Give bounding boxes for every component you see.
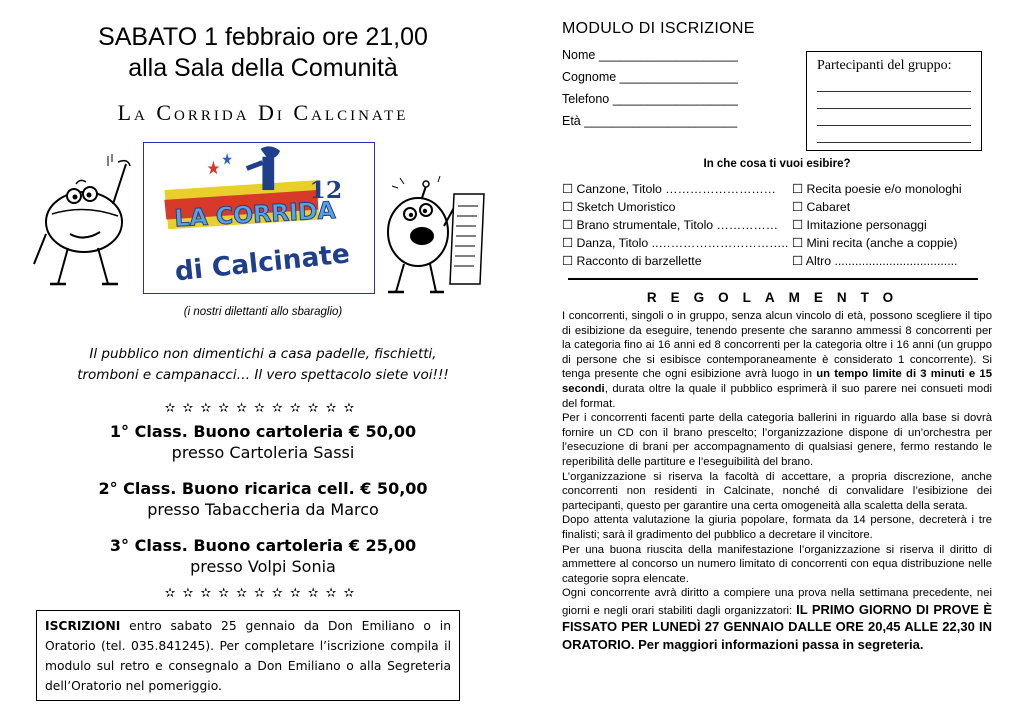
- slogan-line-2: tromboni e campanacci… Il vero spettacolo siete voi!!!: [77, 367, 449, 383]
- rules-rehearsal-date: IL PRIMO GIORNO DI PROVE È FISSATO PER LUNEDÌ 27 GENNAIO DALLE ORE 20,45 ALLE 22,30 IN ORATORIO.: [562, 601, 992, 653]
- logo-edition-number: 12: [309, 175, 343, 204]
- prize-second-title: 2° Class. Buono ricarica cell. € 50,00: [98, 479, 428, 498]
- form-title: MODULO DI ISCRIZIONE: [562, 20, 755, 37]
- prize-first-title: 1° Class. Buono cartoleria € 50,00: [109, 422, 417, 441]
- rules-p1-start: I concorrenti, singoli o in gruppo, senza alcun vincolo di età, possono scegliere il tipo di esibizione da eseguire, tenendo presente che saranno ammessi 8 concorrenti per la categoria fino ai 16 anni ed 8 concorrenti per la categoria oltre i 16 anni (un gruppo di persone che si esibisce contemporaneamente è considerato 1 concorrente). Si tenga presente che ogni esibizione avrà luogo in: [562, 310, 992, 381]
- group-line: [817, 109, 971, 126]
- prize-second-place: presso Tabaccheria da Marco: [147, 500, 379, 519]
- prize-first: [28, 422, 498, 463]
- registration-form: [562, 20, 992, 654]
- event-date-line: SABATO 1 febbraio ore 21,00: [98, 23, 428, 51]
- option-brano-checkbox[interactable]: ☐ Brano strumentale, Titolo ……………: [562, 218, 779, 232]
- group-participants-box[interactable]: [806, 51, 982, 151]
- group-line: [817, 92, 971, 109]
- registration-text: entro sabato 25 gennaio da Don Emiliano o in Oratorio (tel. 035.841245). Per completare l’iscrizione compila il modulo sul retro e consegnalo a Don Emiliano o alla Segreteria dell’Oratorio nel pomeriggio.: [45, 619, 451, 693]
- rules-info-note: Per maggiori informazioni passa in segreteria.: [634, 637, 924, 653]
- logo-place-text: di Calcinate: [173, 238, 352, 288]
- rules-time-limit: un tempo limite di 3 minuti e 15 secondi: [562, 368, 992, 395]
- star-divider-bottom: ✫✫✫✫✫✫✫✫✫✫✫: [164, 585, 362, 600]
- slogan-line-1: Il pubblico non dimentichi a casa padelle, fischietti,: [89, 346, 437, 362]
- option-recita-checkbox[interactable]: ☐ Recita poesie e/o monologhi: [792, 182, 962, 196]
- rules-paragraph-5: Per una buona riuscita della manifestazione l’organizzazione si riserva il diritto di ammettere al concorso un numero limitato di concorrenti con equa distribuzione nelle categorie sopra elencate.: [562, 543, 992, 585]
- option-sketch-checkbox[interactable]: ☐ Sketch Umoristico: [562, 200, 676, 214]
- field-telefono[interactable]: Telefono __________________: [562, 92, 738, 106]
- option-cabaret-checkbox[interactable]: ☐ Cabaret: [792, 200, 851, 214]
- corrida-logo-image: [144, 143, 373, 292]
- poster-left: [28, 22, 498, 601]
- rules-paragraph-2: Per i concorrenti facenti parte della categoria ballerini in riguardo alla base si dovrà fornire un CD con il brano prescelto; l’organizzazione dispone di un’orchestra per l’esecuzione di brani per accompagnamento di qualsiasi genere, fermo restando le reperibilità delle partiture e l’eseguibilità del brano.: [562, 412, 992, 468]
- option-danza-checkbox[interactable]: ☐ Danza, Titolo ..…………………………..: [562, 236, 789, 250]
- rules-paragraph-3: L’organizzazione si riserva la facoltà di accettare, a propria discrezione, anche concorrenti non residenti in Calcinate, nonché di convalidare l’esibizione dei partecipanti, questo per garantire una certa omogeneità alla scaletta della serata.: [562, 470, 992, 512]
- rules-paragraph-6: [562, 586, 992, 653]
- field-eta[interactable]: Età ______________________: [562, 114, 738, 128]
- event-venue-line: alla Sala della Comunità: [128, 54, 398, 82]
- rules-text: [562, 309, 992, 654]
- rules-paragraph-4: Dopo attenta valutazione la giuria popolare, formata da 14 persone, decreterà i tre finalisti; sarà il gradimento del pubblico a decretare il vincitore.: [562, 514, 992, 541]
- field-cognome[interactable]: Cognome _________________: [562, 70, 738, 84]
- registration-label: ISCRIZIONI: [45, 619, 121, 633]
- group-participants-label: Partecipanti del gruppo:: [817, 58, 952, 73]
- prize-second: [28, 479, 498, 520]
- option-canzone-checkbox[interactable]: ☐ Canzone, Titolo ………………………: [562, 182, 776, 196]
- divider-line: [568, 278, 978, 280]
- cartoon-character-right: [378, 164, 496, 299]
- illustration-row: [28, 138, 498, 303]
- field-nome[interactable]: Nome ____________________: [562, 48, 738, 62]
- slogan: [28, 344, 498, 386]
- prize-third-place: presso Volpi Sonia: [190, 557, 336, 576]
- performance-options: [562, 180, 992, 270]
- logo-brand-text: LA CORRIDA: [173, 196, 337, 233]
- event-logo: [143, 142, 375, 294]
- rules-p1-end: , durata oltre la quale il pubblico esprimerà il suo parere nei consueti modi del format.: [562, 382, 992, 410]
- group-line: [817, 126, 971, 143]
- option-mini-recita-checkbox[interactable]: ☐ Mini recita (anche a coppie): [792, 236, 958, 250]
- logo-caption: (i nostri dilettanti allo sbaraglio): [183, 306, 343, 318]
- rules-title: REGOLAMENTO: [646, 290, 908, 305]
- event-subtitle: La Corrida Di Calcinate: [117, 100, 409, 125]
- group-line: [817, 75, 971, 92]
- rules-paragraph-1: [562, 309, 992, 411]
- option-imitazione-checkbox[interactable]: ☐ Imitazione personaggi: [792, 218, 927, 232]
- cartoon-character-left: [28, 144, 138, 294]
- rules-p6-start: Ogni concorrente avrà diritto a compiere una prova nella settimana precedente, nei giorni e negli orari stabiliti dagli organizzatori:: [562, 587, 992, 617]
- performance-question: In che cosa ti vuoi esibire?: [703, 158, 851, 170]
- prize-first-place: presso Cartoleria Sassi: [171, 443, 355, 462]
- prize-third-title: 3° Class. Buono cartoleria € 25,00: [109, 536, 417, 555]
- option-altro-checkbox[interactable]: ☐ Altro ....................................: [792, 254, 958, 268]
- prize-third: [28, 536, 498, 577]
- star-divider-top: ✫✫✫✫✫✫✫✫✫✫✫: [164, 400, 362, 415]
- option-barzellette-checkbox[interactable]: ☐ Racconto di barzellette: [562, 254, 702, 268]
- registration-box: [36, 610, 460, 701]
